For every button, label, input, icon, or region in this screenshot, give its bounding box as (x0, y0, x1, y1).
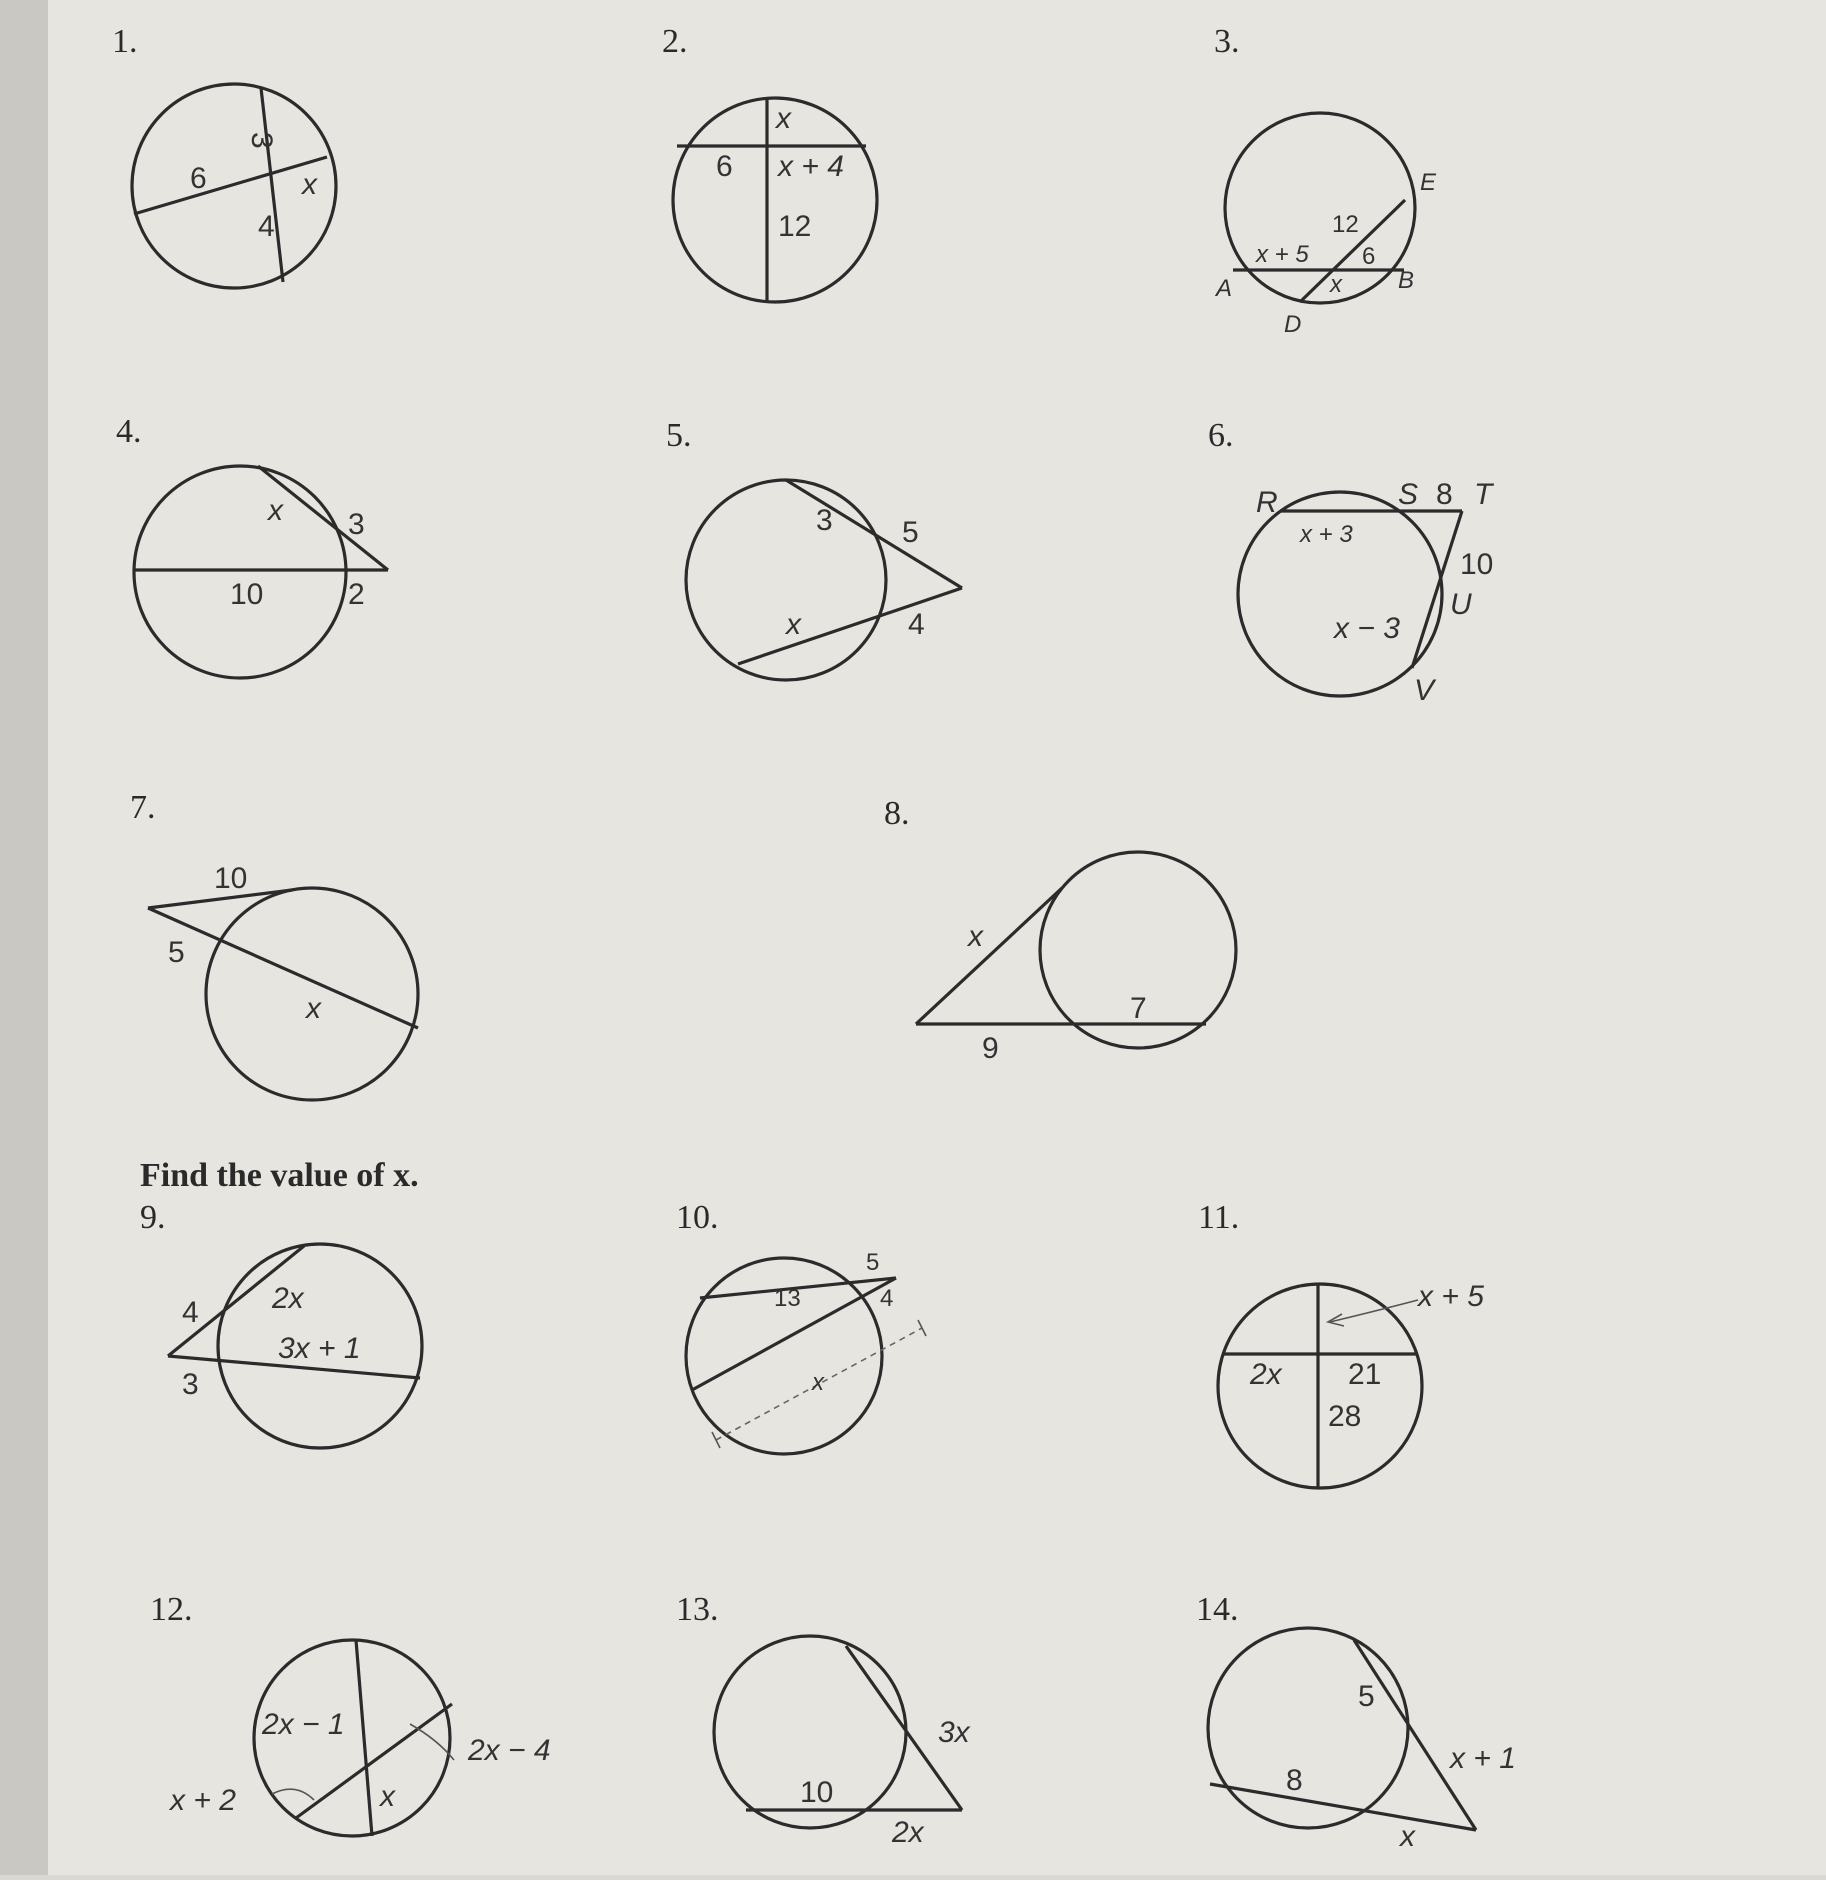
segment-label: 10 (800, 1776, 834, 1809)
segment-label: x (812, 1369, 824, 1396)
segment-label: x (380, 1780, 395, 1813)
point-label: S (1398, 478, 1419, 511)
segment-label: x − 3 (1334, 612, 1400, 645)
problem-number: 13. (676, 1591, 719, 1628)
segment-label: 5 (902, 516, 919, 549)
segment-label: x (268, 494, 283, 527)
segment-label: x (302, 168, 317, 201)
segment-label: 5 (168, 936, 185, 969)
segment-label: 3x + 1 (278, 1332, 361, 1365)
segment-label: x + 5 (1418, 1280, 1484, 1313)
segment-label: 5 (1358, 1680, 1375, 1713)
segment-label: x + 2 (170, 1784, 236, 1817)
segment-label: 12 (778, 210, 812, 243)
segment-label: 3 (245, 132, 278, 149)
segment-label: 7 (1130, 992, 1147, 1025)
point-label: U (1450, 588, 1472, 621)
segment-label: 6 (716, 150, 733, 183)
segment-label: 4 (880, 1285, 894, 1312)
segment-label: 21 (1348, 1358, 1382, 1391)
segment-label: x (1330, 271, 1342, 298)
problem-number: 14. (1196, 1591, 1239, 1628)
segment-label: x + 5 (1256, 241, 1309, 268)
point-label: E (1420, 169, 1437, 196)
segment-label: x (1400, 1820, 1415, 1853)
segment-label: 10 (230, 578, 264, 611)
segment-label: 3 (348, 508, 365, 541)
point-label: A (1216, 275, 1233, 302)
segment-label: 4 (182, 1296, 199, 1329)
problem-number: 5. (666, 417, 692, 454)
segment-label: x (306, 992, 321, 1025)
segment-label: 9 (982, 1032, 999, 1065)
segment-label: x + 1 (1450, 1742, 1516, 1775)
segment-label: x + 3 (1300, 521, 1353, 548)
segment-label: 2x − 1 (262, 1708, 345, 1741)
segment-label: 4 (908, 608, 925, 641)
section-heading: Find the value of x. (140, 1157, 419, 1194)
problem-number: 9. (140, 1199, 166, 1236)
segment-label: 2x (272, 1282, 304, 1315)
segment-label: 3 (182, 1368, 199, 1401)
paper-sheet (48, 0, 1826, 1875)
segment-label: 8 (1436, 478, 1453, 511)
segment-label: 28 (1328, 1400, 1362, 1433)
point-label: B (1398, 267, 1415, 294)
page-margin-shadow (0, 0, 48, 1875)
segment-label: 3 (816, 504, 833, 537)
segment-label: 2x − 4 (468, 1734, 551, 1767)
segment-label: 4 (258, 210, 275, 243)
segment-label: 10 (214, 862, 248, 895)
segment-label: 8 (1286, 1764, 1303, 1797)
problem-number: 8. (884, 795, 910, 832)
segment-label: 12 (1332, 211, 1359, 238)
problem-number: 11. (1198, 1199, 1240, 1236)
segment-label: 2 (348, 578, 365, 611)
segment-label: 2x (1250, 1358, 1282, 1391)
point-label: V (1414, 674, 1435, 707)
problem-number: 2. (662, 23, 688, 60)
segment-label: x (968, 920, 983, 953)
segment-label: x (776, 102, 791, 135)
segment-label: x (786, 608, 801, 641)
problem-number: 10. (676, 1199, 719, 1236)
point-label: D (1284, 311, 1302, 338)
point-label: T (1474, 478, 1493, 511)
segment-label: 5 (866, 1249, 880, 1276)
point-label: R (1256, 486, 1278, 519)
segment-label: 3x (938, 1716, 970, 1749)
problem-number: 4. (116, 413, 142, 450)
problem-number: 3. (1214, 23, 1240, 60)
segment-label: x + 4 (778, 150, 844, 183)
segment-label: 6 (190, 162, 207, 195)
segment-label: 6 (1362, 243, 1376, 270)
segment-label: 2x (892, 1816, 924, 1849)
problem-number: 12. (150, 1591, 193, 1628)
segment-label: 13 (774, 1285, 801, 1312)
problem-number: 7. (130, 789, 156, 826)
segment-label: 10 (1460, 548, 1494, 581)
problem-number: 6. (1208, 417, 1234, 454)
problem-number: 1. (112, 23, 138, 60)
